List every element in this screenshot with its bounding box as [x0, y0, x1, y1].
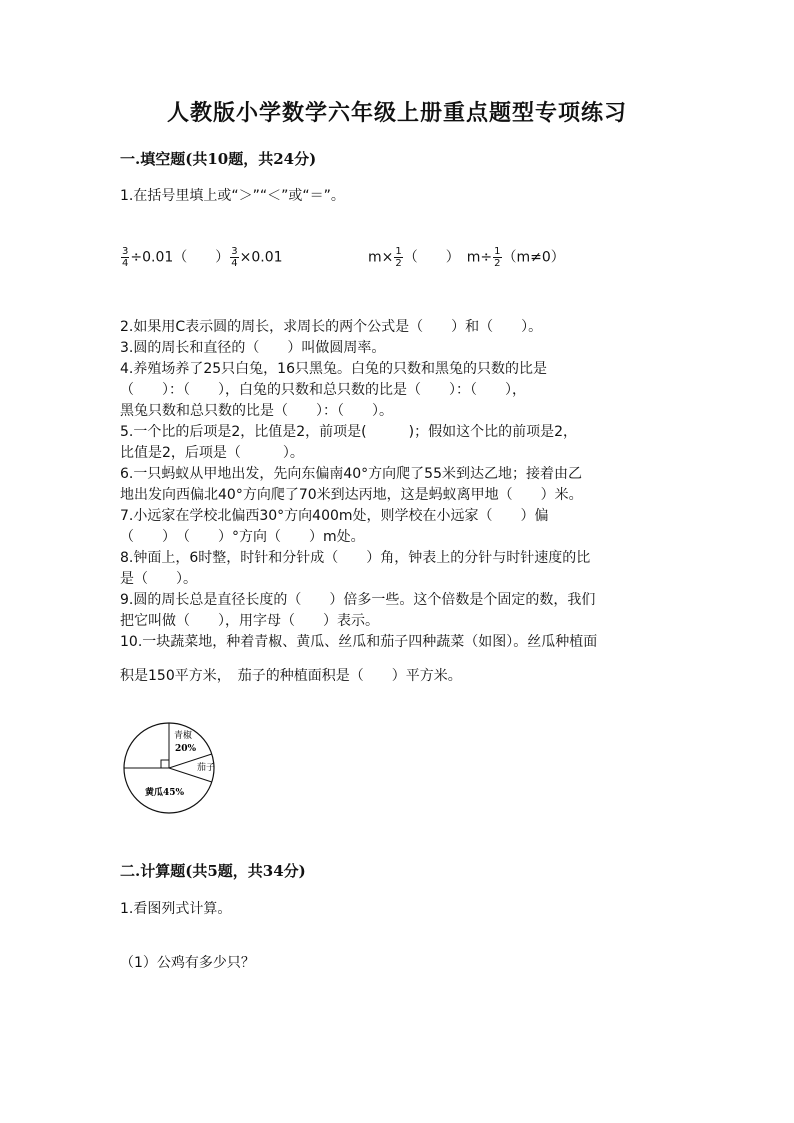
pie-label-eggplant: 茄子	[197, 763, 216, 773]
question-line: 7.小远家在学校北偏西30°方向400m处，则学校在小远家（ ）偏	[120, 508, 549, 524]
section-2-heading: 二.计算题(共5题，共34分)	[120, 862, 306, 880]
pie-label-green-pepper: 青椒	[174, 731, 193, 741]
question-line: 把它叫做（ ），用字母（ ）表示。	[120, 613, 379, 629]
section-2-sub-question-1: （1）公鸡有多少只？	[120, 955, 255, 971]
section-2-question-1: 1.看图列式计算。	[120, 901, 232, 917]
fraction: $\frac{3}{4}$	[122, 246, 129, 269]
question-line: 3.圆的周长和直径的（ ）叫做圆周率。	[120, 340, 386, 356]
question-line: （ ） （ ）°方向（ ）m处。	[120, 529, 365, 545]
question-line: 比值是2，后项是（ ）。	[120, 445, 304, 461]
question-line: 黑兔只数和总只数的比是（ ）：（ ）。	[120, 403, 393, 419]
question-1-expression-1: $\frac{3}{4}$ ÷0.01（ ） $\frac{3}{4}$ ×0.01	[122, 246, 283, 269]
question-line: 10.一块蔬菜地，种着青椒、黄瓜、丝瓜和茄子四种蔬菜（如图）。丝瓜种植面	[120, 634, 598, 650]
fraction: $\frac{3}{4}$	[231, 246, 238, 269]
fraction: $\frac{1}{2}$	[395, 246, 402, 269]
page-title: 人教版小学数学六年级上册重点题型专项练习	[166, 100, 627, 126]
question-line: 是（ ）。	[120, 571, 197, 587]
question-line: （ ）：（ ），白兔的只数和总只数的比是（ ）：（ ），	[120, 382, 526, 398]
section-1-heading: 一.填空题(共10题，共24分)	[120, 150, 317, 168]
question-line: 地出发向西偏北40°方向爬了70米到达丙地，这是蚂蚁离甲地（ ）米。	[120, 487, 583, 503]
question-line: 2.如果用C表示圆的周长，求周长的两个公式是（ ）和（ ）。	[120, 319, 543, 335]
vegetable-pie-chart	[118, 718, 224, 814]
question-line: 4.养殖场养了25只白兔，16只黑兔。白兔的只数和黑兔的只数的比是	[120, 361, 547, 377]
question-line: 5.一个比的后项是2，比值是2，前项是( )；假如这个比的前项是2，	[120, 424, 578, 440]
question-1-text: 1.在括号里填上或“＞”“＜”或“＝”。	[120, 188, 345, 204]
question-line: 积是150平方米， 茄子的种植面积是（ ）平方米。	[120, 668, 462, 684]
question-1-expression-2: m× $\frac{1}{2}$ （ ） m÷ $\frac{1}{2}$ （m≠0）	[368, 246, 565, 269]
pie-value-green-pepper: 20%	[175, 744, 197, 754]
fraction: $\frac{1}{2}$	[494, 246, 501, 269]
question-line: 9.圆的周长总是直径长度的（ ）倍多一些。这个倍数是个固定的数，我们	[120, 592, 596, 608]
question-line: 8.钟面上，6时整，时针和分针成（ ）角，钟表上的分针与时针速度的比	[120, 550, 591, 566]
question-line: 6.一只蚂蚁从甲地出发，先向东偏南40°方向爬了55米到达乙地；接着由乙	[120, 466, 582, 482]
pie-label-cucumber: 黄瓜45%	[145, 788, 185, 798]
